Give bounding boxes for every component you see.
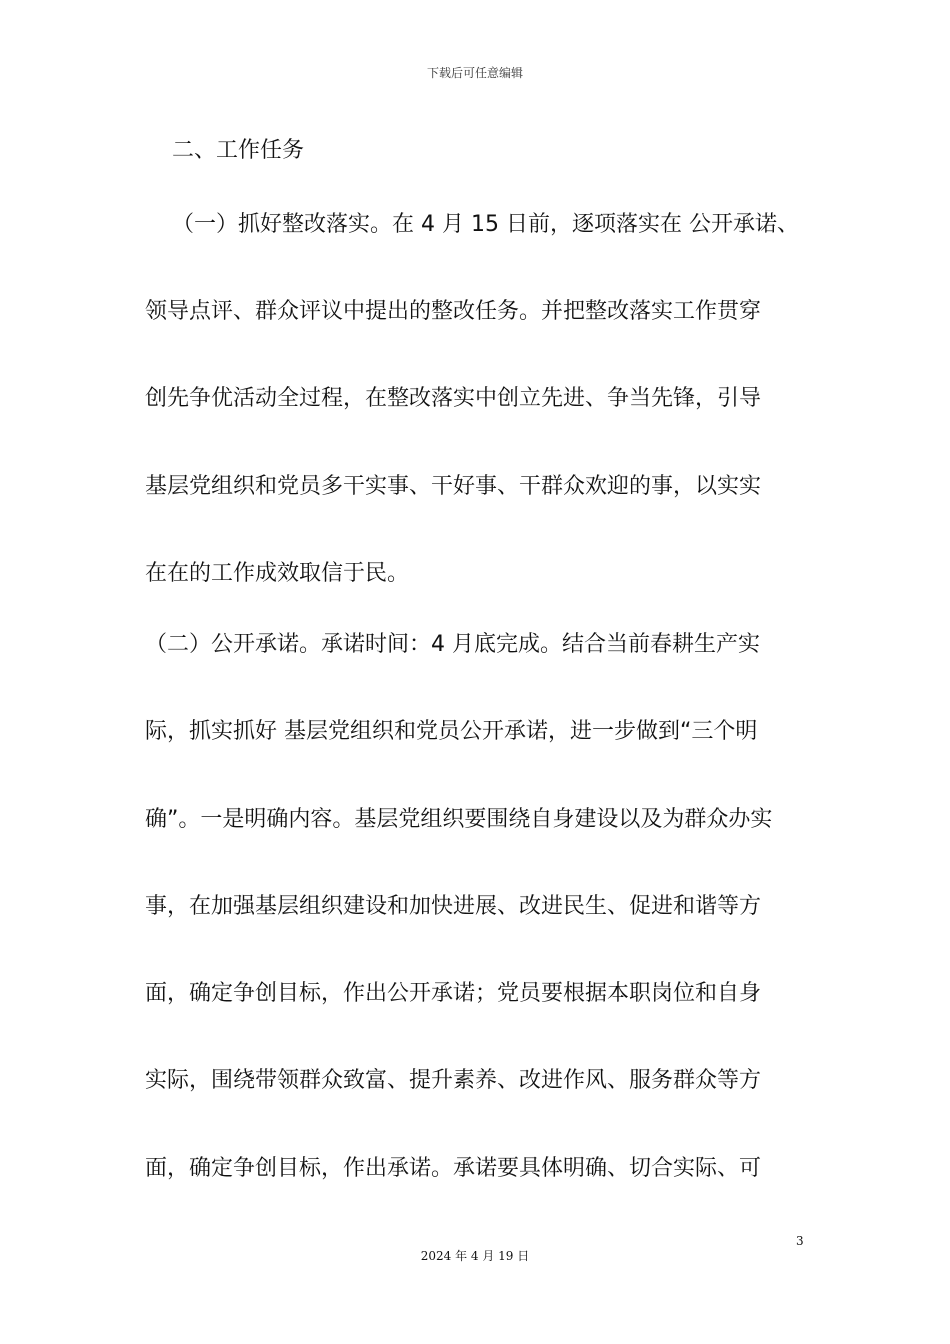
section-heading: 二、工作任务 xyxy=(172,138,305,163)
paragraph-line: 际，抓实抓好 基层党组织和党员公开承诺，进一步做到“三个明 xyxy=(145,719,758,744)
paragraph-line: 在在的工作成效取信于民。 xyxy=(145,561,410,586)
page-number: 3 xyxy=(796,1234,804,1248)
page-header: 下载后可任意编辑 xyxy=(426,66,523,80)
paragraph-line: 领导点评、群众评议中提出的整改任务。并把整改落实工作贯穿 xyxy=(145,299,762,324)
paragraph-line: 基层党组织和党员多干实事、干好事、干群众欢迎的事，以实实 xyxy=(145,474,762,499)
paragraph-line: 面，确定争创目标，作出承诺。承诺要具体明确、切合实际、可 xyxy=(145,1156,762,1181)
paragraph-line: 事，在加强基层组织建设和加快进展、改进民生、促进和谐等方 xyxy=(145,894,762,919)
paragraph-line: （二）公开承诺。承诺时间：4 月底完成。结合当前春耕生产实 xyxy=(145,632,760,657)
paragraph-line: 面，确定争创目标，作出公开承诺；党员要根据本职岗位和自身 xyxy=(145,981,762,1006)
paragraph-line: 创先争优活动全过程，在整改落实中创立先进、争当先锋，引导 xyxy=(145,386,762,411)
page-footer-date: 2024 年 4 月 19 日 xyxy=(420,1249,530,1263)
paragraph-line: （一）抓好整改落实。在 4 月 15 日前，逐项落实在 公开承诺、 xyxy=(172,212,799,237)
paragraph-line: 确”。一是明确内容。基层党组织要围绕自身建设以及为群众办实 xyxy=(145,807,773,832)
paragraph-line: 实际，围绕带领群众致富、提升素养、改进作风、服务群众等方 xyxy=(145,1068,762,1093)
